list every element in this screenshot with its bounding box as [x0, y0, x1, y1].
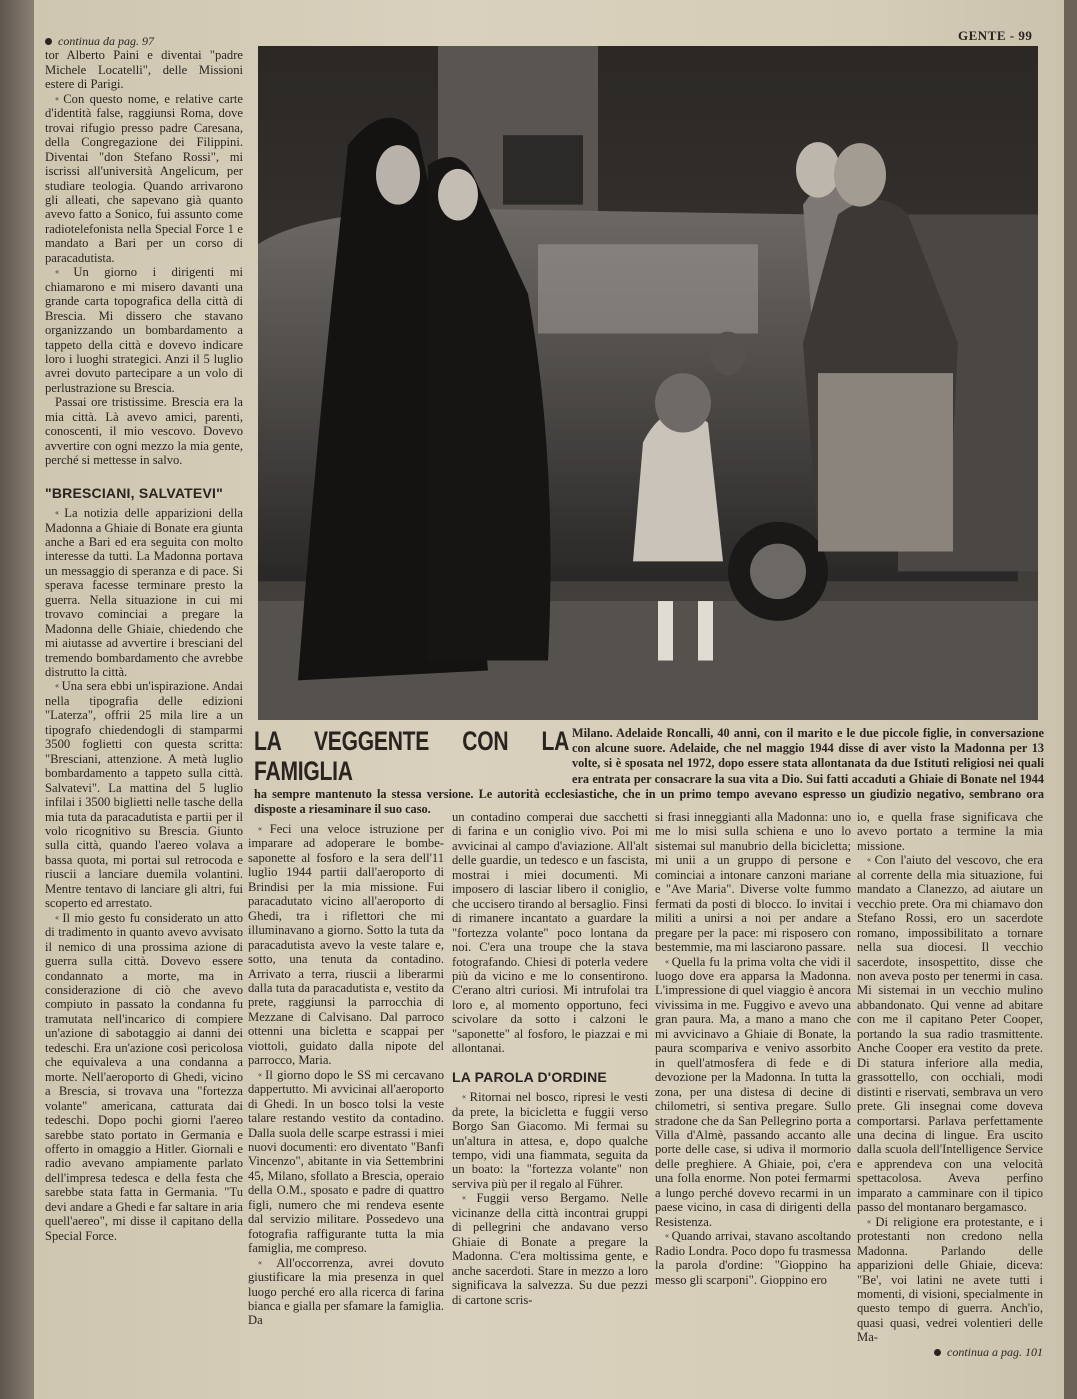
photo-caption: [254, 726, 1044, 817]
paragraph: io, e quella frase significava che avevo portato a termine la mia missione.: [857, 810, 1043, 853]
paragraph: « La notizia delle apparizioni della Madonna a Ghiaie di Bonate era giunta anche a Bari ed era seguita con molto interesse da tutti. La Madonna portava un messaggio di speranza e di pace. Si sperava facesse terminare presto la guerra. Nella situazione in cui mi trovavo cominciai a pregare la Madonna delle Ghiaie, chiedendo che mi aiutasse ad avvertire i bresciani del tremendo bombardamento che avrebbe distrutto la città.: [45, 506, 243, 679]
column-4: [655, 810, 851, 1287]
paragraph: si frasi inneggianti alla Madonna: uno me lo misi sulla schiena e uno lo sistemai sul manubrio della bicicletta; mi unii a un gruppo di persone e cominciai a intonare canzoni mariane e "Ave Maria". Diverse volte fummo fermati da posti di blocco. Io invitai i militi a unirsi a noi per andare a pregare per la pace: mi risposero con bestemmie, ma mi lasciarono passare.: [655, 810, 851, 955]
paragraph: « Con questo nome, e relative carte d'identità false, raggiunsi Roma, dove trovai rifugio presso padre Caresana, della Congregazione dei Filippini. Diventai "don Stefano Rossi", mi iscrissi all'università Angelicum, per studiare teologia. Quando arrivarono gli alleati, che sapevano già quanto avevo fatto a Sonico, fui assunto come radiotelefonista nella Special Force 1 e mandato a Bari per un corso di paracadutista.: [45, 92, 243, 265]
bullet-icon: [934, 1349, 941, 1356]
paragraph: « Quando arrivai, stavano ascoltando Radio Londra. Poco dopo fu trasmessa la parola d'ordine: "Gioppino ha messo gli scarponi". Gioppino ero: [655, 1229, 851, 1287]
paragraph: « All'occorrenza, avrei dovuto giustificare la mia presenza in quel luogo perché ero alla ricerca di farina bianca e gialla per sfamare la famiglia. Da: [248, 1256, 444, 1328]
paragraph: « Ritornai nel bosco, ripresi le vesti da prete, la bicicletta e fuggii verso Borgo San Giacomo. Mi fermai su un'altura in attesa, e, dopo qualche tempo, vidi una fiammata, seguita da un boato: la "fortezza volante" non serviva più per il regalo al Führer.: [452, 1090, 648, 1191]
paragraph: « Feci una veloce istruzione per imparare ad adoperare le bombe-saponette al fosforo e la sera dell'11 luglio 1944 partii dall'aeroporto di Brindisi per la mia missione. Fui paracadutato vicino all'aeroporto di Ghedi, tra i riflettori che mi illuminavano a giorno. Sotto la tuta da paracadutista avevo la veste talare e, sotto, una tenuta da contadino. Arrivato a terra, riuscii a liberarmi dalla tuta da paracadutista e, vestito da prete, raggiunsi la parrocchia di Mezzane di Calvisano. Dal parroco ottenni una bicletta e scappai per viottoli, guidato dalla nipote del parrocco, Maria.: [248, 822, 444, 1068]
paragraph: « Fuggii verso Bergamo. Nelle vicinanze della città incontrai gruppi di pellegrini che andavano verso Ghiaie di Bonate a pregare la Madonna. C'era moltissima gente, e anche sacerdoti. Stare in mezzo a loro significava la salvezza. Su due pezzi di cartone scris-: [452, 1191, 648, 1307]
scan-edge: [0, 0, 34, 1399]
paragraph: « Un giorno i dirigenti mi chiamarono e mi misero davanti una grande carta topografica della città di Brescia. Mi dissero che stavano organizzando un bombardamento a tappeto della città e dovevo indicare loro i luoghi strategici. Anzi il 5 luglio avrei dovuto partecipare a un volo di perlustrazione su Brescia.: [45, 265, 243, 395]
paragraph: tor Alberto Paini e diventai "padre Michele Locatelli", delle Missioni estere di Parigi.: [45, 48, 243, 92]
continued-to-text: continua a pag. 101: [947, 1344, 1043, 1359]
caption-text: Milano. Adelaide Roncalli, 40 anni, con il marito e le due piccole figlie, in conversazione con alcune suore. Adelaide, che nel maggio 1944 disse di aver visto la Madonna per 13 volte, si è sposata nel 1972, dopo essere stata allontanata da due Istituti religiosi nei quali era entrata per consacrare la sua vita a Dio. Sui fatti accaduti a Ghiaie di Bonate nel 1944 ha sempre mantenuto la stessa versione. Le autorità ecclesiastiche, che in un primo tempo avevano espresso un giudizio negativo, sembrano ora disposte a riesaminare il suo caso.: [254, 726, 1044, 817]
photo-nuns-and-family: [258, 46, 1038, 720]
column-5: [857, 810, 1043, 1359]
paragraph: un contadino comperai due sacchetti di farina e un coniglio vivo. Poi mi avvicinai al campo d'aviazione. All'alt delle guardie, un tedesco e un fascista, mostrai i miei documenti. Mi imposero di lasciar libero il coniglio, che uccisero tirando al bersaglio. Finsi di rimanere incantato a guardare la "fortezza volante" poco lontana da noi. C'era una troupe che la stava fotografando. Chiesi di poterla vedere più da vicino e me lo consentirono. C'erano altri curiosi. Mi intrufolai tra loro e, al momento opportuno, feci scivolare da sotto i calzoni le "saponette" al fosforo, le piazzai e mi allontanai.: [452, 810, 648, 1056]
paragraph: « Con l'aiuto del vescovo, che era al corrente della mia situazione, fui mandato a Clanezzo, ad aiutare un vecchio prete. Ora mi chiamavo don Stefano Rossi, ero un sacerdote romano, impossibilitato a tornare nella sua diocesi. Il vecchio sacerdote, insospettito, disse che non aveva posto per tenermi in casa. Mi sistemai in un vecchio mulino abbandonato. Qui venne ad abitare con me il capitano Peter Cooper, portando la sua radio trasmittente. Anche Cooper era vestito da prete. Di statura inferiore alla media, grassottello, con occhiali, modi distinti e riservati, sembrava un vero prete. Gli insegnai come doveva comportarsi. Parlava perfettamente una decina di lingue. Era uscito dalla scuola dell'Intelligence Service e apprendeva con una velocità spettacolosa. Aveva perfino imparato a camminare con il tipico passo del montanaro bergamasco.: [857, 853, 1043, 1214]
paragraph: Passai ore tristissime. Brescia era la mia città. Là avevo amici, parenti, conoscenti, il mio vescovo. Dovevo avvertire con ogni mezzo la mia gente, perché si mettesse in salvo.: [45, 395, 243, 468]
bullet-icon: [45, 38, 52, 45]
column-3: [452, 810, 648, 1307]
paragraph: « Una sera ebbi un'ispirazione. Andai nella tipografia delle edizioni "Laterza", offrii 25 mila lire a un tipografo chiedendogli di stamparmi 3500 foglietti con questa scritta: "Bresciani, attenzione. A metà luglio bombardamento a tappeto sulla città. Salvatevi". La mattina del 5 luglio infilai i 3500 biglietti nelle tasche della mia tuta da paracadutista e partii per il volo ricognitivo su Brescia. Giunto sulla città, quando l'aereo volava a bassa quota, mi portai sul retrocoda e riuscii a lanciare duemila volantini. Mentre tentavo di lanciare gli altri, fui scoperto ed arrestato.: [45, 679, 243, 910]
continued-to: [857, 1345, 1043, 1359]
paragraph: « Il giorno dopo le SS mi cercavano dappertutto. Mi avvicinai all'aeroporto di Ghedi. In un bosco tolsi la veste talare restando vestito da contadino. Dalla suola delle scarpe estrassi i miei nuovi documenti: ero diventato "Banfi Vincenzo", abitante in via Settembrini 45, Milano, sfollato a Brescia, operaio della O.M., sposato e padre di quattro figli, numero che mi rendeva esente dal servizio militare. Possedevo una fotografia raffigurante tutta la mia famiglia, me compreso.: [248, 1068, 444, 1256]
caption-headline: LA VEGGENTE CON LA FAMIGLIA: [254, 726, 570, 786]
page-folio: GENTE - 99: [958, 28, 1033, 43]
paragraph: « Il mio gesto fu considerato un atto di tradimento in quanto avevo avvisato il nemico di una prossima azione di guerra sulla città. Dovevo essere condannato a morte, ma in considerazione di ciò che avevo compiuto in passato la condanna fu tramutata nell'incarico di compiere un'azione di sabotaggio ai danni dei tedeschi. Era un'azione così pericolosa che equivaleva a una condanna a morte. Nell'aeroporto di Ghedi, vicino a Brescia, si trovava una "fortezza volante" americana, catturata dai tedeschi. Dopo pochi giorni l'aereo sarebbe stato portato in Germania e offerto in omaggio a Hitler. Giornali e radio avevano ampiamente parlato dell'impresa tedesca e della festa che sarebbe stata fatta in Germania. "Tu devi andare a Ghedi e far saltare in aria quell'aereo", mi disse il capitano della Special Force.: [45, 911, 243, 1243]
left-column: [45, 34, 243, 1243]
section-heading: LA PAROLA D'ORDINE: [452, 1068, 607, 1085]
paragraph: « Quella fu la prima volta che vidi il luogo dove era apparsa la Madonna. L'impressione di quel viaggio è ancora vivissima in me. Fuggivo e avevo una gran paura. Ma, a mano a mano che mi avvicinavo a Ghiaie di Bonate, la paura scompariva e venivo assorbito in quell'atmosfera di fede e di devozione per la Madonna. In tutta la zona, per una distesa di decine di chilometri, si sentiva pregare. Sullo stradone che da San Pellegrino porta a Villa d'Almè, passando accanto alle porte delle case, si udiva il mormorio delle preghiere. A Ghiaie, poi, c'era una folla enorme. Non potei fermarmi a lungo perché dovevo recarmi in un paese vicino, in casa di dirigenti della Resistenza.: [655, 955, 851, 1230]
section-heading: "BRESCIANI, SALVATEVI": [45, 484, 223, 501]
column-2: [248, 822, 444, 1328]
paragraph: « Di religione era protestante, e i protestanti non credono nella Madonna. Parlando delle apparizioni delle Ghiaie, diceva: "Be', voi latini ne avete tutti i momenti, di visioni, specialmente in questo tempo di guerra. Anch'io, quasi quasi, vedrei volentieri delle Ma-: [857, 1215, 1043, 1345]
continued-from: [45, 34, 243, 48]
continued-from-text: continua da pag. 97: [58, 34, 154, 48]
photo-image: [258, 46, 1038, 720]
